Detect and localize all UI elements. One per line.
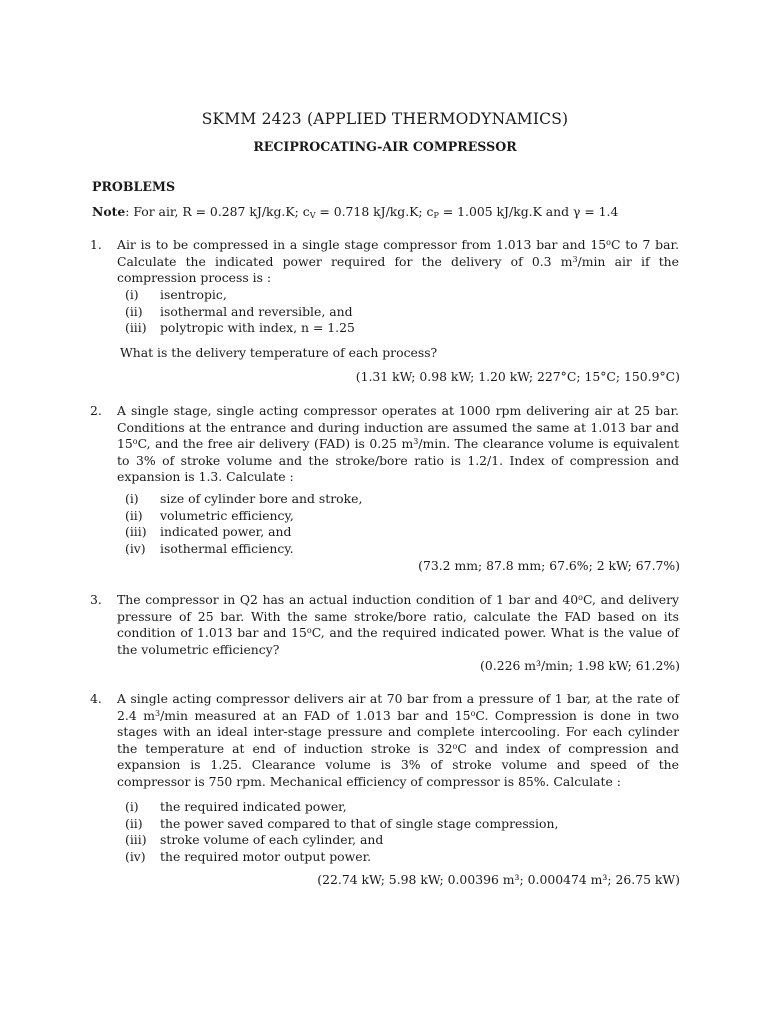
note-sub-p: P xyxy=(433,211,439,220)
follow-up-question: What is the delivery temperature of each process? xyxy=(120,345,438,360)
page-subtitle: RECIPROCATING-AIR COMPRESSOR xyxy=(253,139,517,154)
sub-item: (iii) indicated power, and xyxy=(125,524,292,540)
question-text: Air is to be compressed in a single stage compressor from 1.013 bar and 15$^o$C to 7 bar. Calculate the indicated power required for the delivery of 0.3 $m^3/\min$ air if the compression process is : xyxy=(117,237,680,286)
sub-item: (i) the required indicated power, xyxy=(125,799,347,814)
sub-item: (iv) isothermal efficiency. xyxy=(125,540,294,556)
degree-sup: o xyxy=(606,238,611,247)
sub-item-list xyxy=(125,287,665,337)
note-text-2: = 0.718 kJ/kg.K; c xyxy=(315,204,434,219)
sub-item: (ii) volumetric efficiency, xyxy=(125,507,294,523)
question-number: 4. xyxy=(90,691,102,706)
degree-sup: o xyxy=(132,437,138,447)
sub-item: (iii) stroke volume of each cylinder, and xyxy=(125,832,384,848)
question-text: A single stage, single acting compressor operates at 1000 rpm delivering air at 25 bar. Conditions at the entrance and during induction are assumed the same at 1.013 bar and 15$^o$C, and the free air delivery (FAD) is 0.25 $m^3/\min$. The clearance volume is equivalent to 3% of stroke volume and the stroke/bore ratio is 1.2/1. Index of compression and expansion is 1.3. Calculate : xyxy=(117,403,680,485)
question-number: 1. xyxy=(90,237,102,252)
note-text-1: : For air, R = 0.287 kJ/kg.K; c xyxy=(125,204,310,219)
answer-line: (22.74 kW; 5.98 kW; 0.00396 m³; 0.000474 m³; 26.75 kW) xyxy=(317,872,680,887)
note-line xyxy=(92,204,682,221)
degree-sup: o xyxy=(452,741,458,751)
sub-item-list xyxy=(125,799,665,865)
cube-sup: 3 xyxy=(572,254,578,264)
note-text-3: = 1.005 kJ/kg.K and γ = 1.4 xyxy=(438,204,619,219)
cube-sup: 3 xyxy=(413,437,419,447)
page-title: SKMM 2423 (APPLIED THERMODYNAMICS) xyxy=(201,110,569,128)
answer-line: (0.226 m³/min; 1.98 kW; 61.2%) xyxy=(480,658,680,673)
sub-item: (iv) the required motor output power. xyxy=(125,848,372,864)
sub-item: (ii) the power saved compared to that of single stage compression, xyxy=(125,815,559,831)
sub-item: (i) isentropic, xyxy=(125,287,227,302)
sub-item-list xyxy=(125,491,665,557)
sub-item: (i) size of cylinder bore and stroke, xyxy=(125,491,363,506)
question-text: A single acting compressor delivers air at 70 bar from a pressure of 1 bar, at the rate of 2.4 $m^3/\min$ measured at an FAD of 1.013 bar and 15$^o$C. Compression is done in two stages with an ideal inter-stage pressure and complete intercooling. For each cylinder the temperature at end of induction stroke is 32$^o$C and index of compression and expansion is 1.25. Clearance volume is 3% of stroke volume and speed of the compressor is 750 rpm. Mechanical efficiency of compressor is 85%. Calculate : xyxy=(117,691,679,789)
note-sub-v: V xyxy=(309,211,316,220)
question-text: The compressor in Q2 has an actual induction condition of 1 bar and 40$^o$C, and delivery pressure of 25 bar. With the same stroke/bore ratio, calculate the FAD based on its condition of 1.013 bar and 15$^o$C, and the required indicated power. What is the value of the volumetric efficiency? xyxy=(117,592,679,657)
note-label: Note xyxy=(92,204,126,219)
degree-sup: o xyxy=(578,593,583,602)
degree-sup: o xyxy=(470,708,476,718)
question-number: 2. xyxy=(90,403,102,418)
cube-sup: 3 xyxy=(154,708,161,718)
sub-item: (iii) polytropic with index, n = 1.25 xyxy=(125,320,355,336)
answer-line: (1.31 kW; 0.98 kW; 1.20 kW; 227°C; 15°C; 150.9°C) xyxy=(355,369,680,384)
section-heading: PROBLEMS xyxy=(92,179,176,194)
sub-item: (ii) isothermal and reversible, and xyxy=(125,303,353,319)
answer-line: (73.2 mm; 87.8 mm; 67.6%; 2 kW; 67.7%) xyxy=(418,558,680,573)
question-number: 3. xyxy=(90,592,102,607)
degree-sup: o xyxy=(306,626,312,636)
